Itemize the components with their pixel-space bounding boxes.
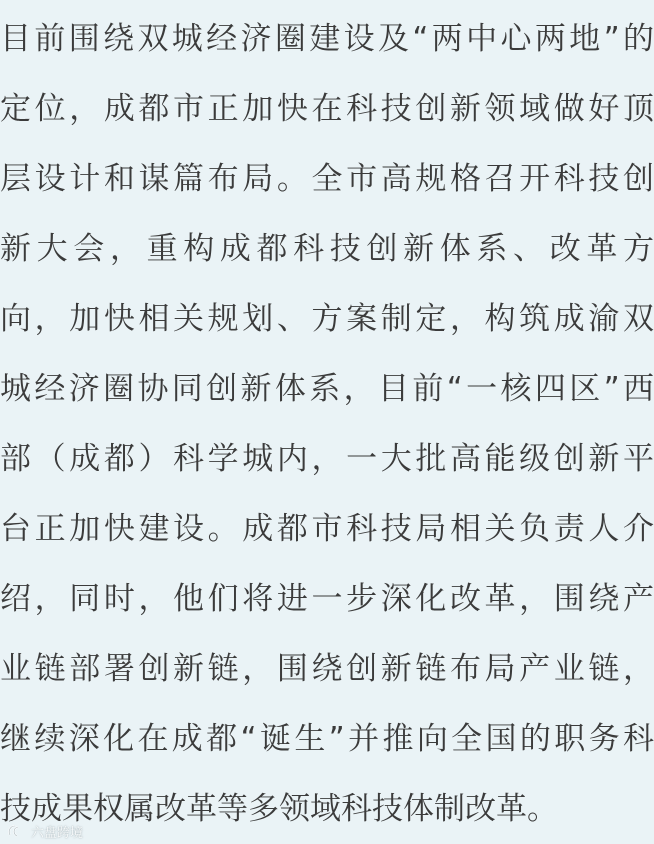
paragraph-line: 城经济圈协同创新体系，目前“一核四区”西 <box>0 371 654 407</box>
paragraph-line: 台正加快建设。成都市科技局相关负责人介 <box>0 511 654 547</box>
watermark-text: 六盘跨境 <box>31 825 84 841</box>
paragraph-line: 业链部署创新链，围绕创新链布局产业链， <box>0 651 654 687</box>
paragraph-line: 技成果权属改革等多领域科技体制改革。 <box>0 791 558 827</box>
paragraph-line: 目前围绕双城经济圈建设及“两中心两地”的 <box>0 21 654 57</box>
paragraph-line: 部（成都）科学城内，一大批高能级创新平 <box>0 441 654 477</box>
paragraph-line: 新大会，重构成都科技创新体系、改革方 <box>0 231 654 267</box>
paragraph-line: 向，加快相关规划、方案制定，构筑成渝双 <box>0 301 654 337</box>
paragraph-line: 继续深化在成都“诞生”并推向全国的职务科 <box>0 721 654 757</box>
paragraph-line: 绍，同时，他们将进一步深化改革，围绕产 <box>0 581 654 617</box>
paragraph-line: 定位，成都市正加快在科技创新领域做好顶 <box>0 91 654 127</box>
paragraph-line: 层设计和谋篇布局。全市高规格召开科技创 <box>0 161 654 197</box>
watermark <box>6 820 83 842</box>
watermark-logo-icon <box>6 823 28 839</box>
